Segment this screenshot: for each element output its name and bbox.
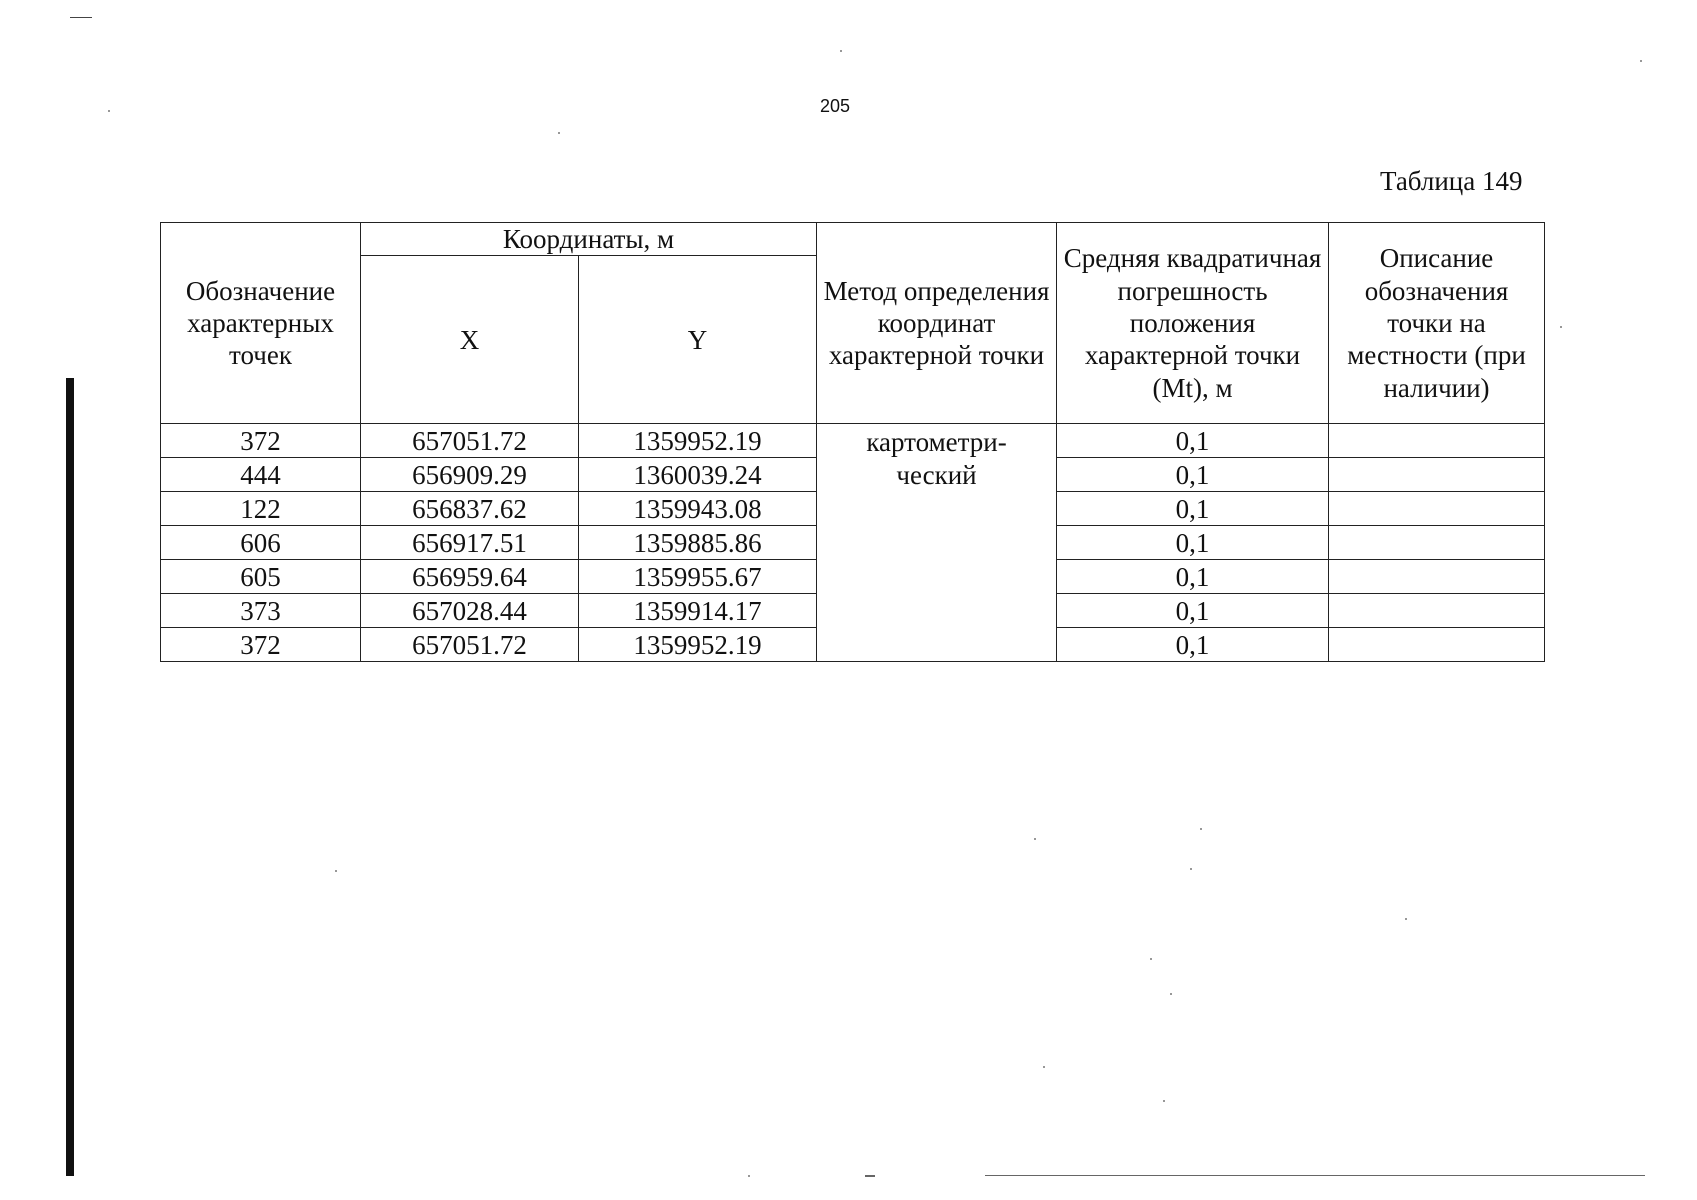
cell-x: 656909.29 — [361, 458, 579, 492]
cell-point: 605 — [161, 560, 361, 594]
coordinates-table — [160, 222, 1545, 662]
scan-speck — [1190, 868, 1192, 870]
cell-y: 1359943.08 — [579, 492, 817, 526]
cell-description — [1329, 594, 1545, 628]
cell-x: 657028.44 — [361, 594, 579, 628]
header-point-designation: Обозначение характерных точек — [161, 223, 361, 424]
cell-x: 657051.72 — [361, 628, 579, 662]
cell-y: 1359952.19 — [579, 424, 817, 458]
cell-description — [1329, 458, 1545, 492]
cell-point: 373 — [161, 594, 361, 628]
cell-x: 656917.51 — [361, 526, 579, 560]
left-margin-rule — [66, 378, 74, 1176]
scan-speck — [558, 132, 560, 134]
cell-y: 1359885.86 — [579, 526, 817, 560]
cell-error: 0,1 — [1057, 424, 1329, 458]
cell-x: 657051.72 — [361, 424, 579, 458]
cell-point: 606 — [161, 526, 361, 560]
table-body — [161, 424, 1545, 662]
cell-description — [1329, 492, 1545, 526]
scan-speck — [1150, 958, 1152, 960]
scan-speck — [1170, 993, 1172, 995]
table-header — [161, 223, 1545, 424]
scan-speck — [748, 1175, 750, 1177]
scan-speck — [1034, 838, 1036, 840]
cell-method: картометри- ческий — [817, 424, 1057, 662]
header-coordinates-group: Координаты, м — [361, 223, 817, 256]
scan-speck — [1560, 326, 1562, 328]
cell-x: 656959.64 — [361, 560, 579, 594]
cell-error: 0,1 — [1057, 492, 1329, 526]
bottom-rule — [985, 1175, 1645, 1176]
cell-point: 372 — [161, 628, 361, 662]
scan-speck — [840, 50, 842, 52]
cell-point: 444 — [161, 458, 361, 492]
scan-speck — [1640, 60, 1642, 62]
bottom-mark — [865, 1175, 875, 1177]
scan-speck — [1043, 1066, 1045, 1068]
cell-description — [1329, 560, 1545, 594]
cell-error: 0,1 — [1057, 560, 1329, 594]
header-error: Средняя квадратичная погрешность положения характерной точки (Mt), м — [1057, 223, 1329, 424]
cell-y: 1359914.17 — [579, 594, 817, 628]
cell-description — [1329, 526, 1545, 560]
page-number: 205 — [820, 96, 851, 116]
header-x: X — [361, 256, 579, 424]
cell-error: 0,1 — [1057, 628, 1329, 662]
scan-speck — [335, 870, 337, 872]
table-row — [161, 424, 1545, 458]
header-y: Y — [579, 256, 817, 424]
scan-speck — [1163, 1100, 1165, 1102]
scan-speck — [1200, 828, 1202, 830]
cell-point: 372 — [161, 424, 361, 458]
scan-speck — [108, 110, 110, 112]
cell-y: 1359955.67 — [579, 560, 817, 594]
scan-speck — [1405, 918, 1407, 920]
cell-point: 122 — [161, 492, 361, 526]
header-method: Метод определения координат характерной точки — [817, 223, 1057, 424]
cell-error: 0,1 — [1057, 526, 1329, 560]
cell-error: 0,1 — [1057, 594, 1329, 628]
table-caption: Таблица 149 — [1380, 166, 1523, 196]
cell-description — [1329, 628, 1545, 662]
cell-y: 1360039.24 — [579, 458, 817, 492]
cell-error: 0,1 — [1057, 458, 1329, 492]
corner-rule — [70, 17, 92, 18]
cell-x: 656837.62 — [361, 492, 579, 526]
header-description: Описание обозначения точки на местности (при наличии) — [1329, 223, 1545, 424]
cell-y: 1359952.19 — [579, 628, 817, 662]
cell-description — [1329, 424, 1545, 458]
